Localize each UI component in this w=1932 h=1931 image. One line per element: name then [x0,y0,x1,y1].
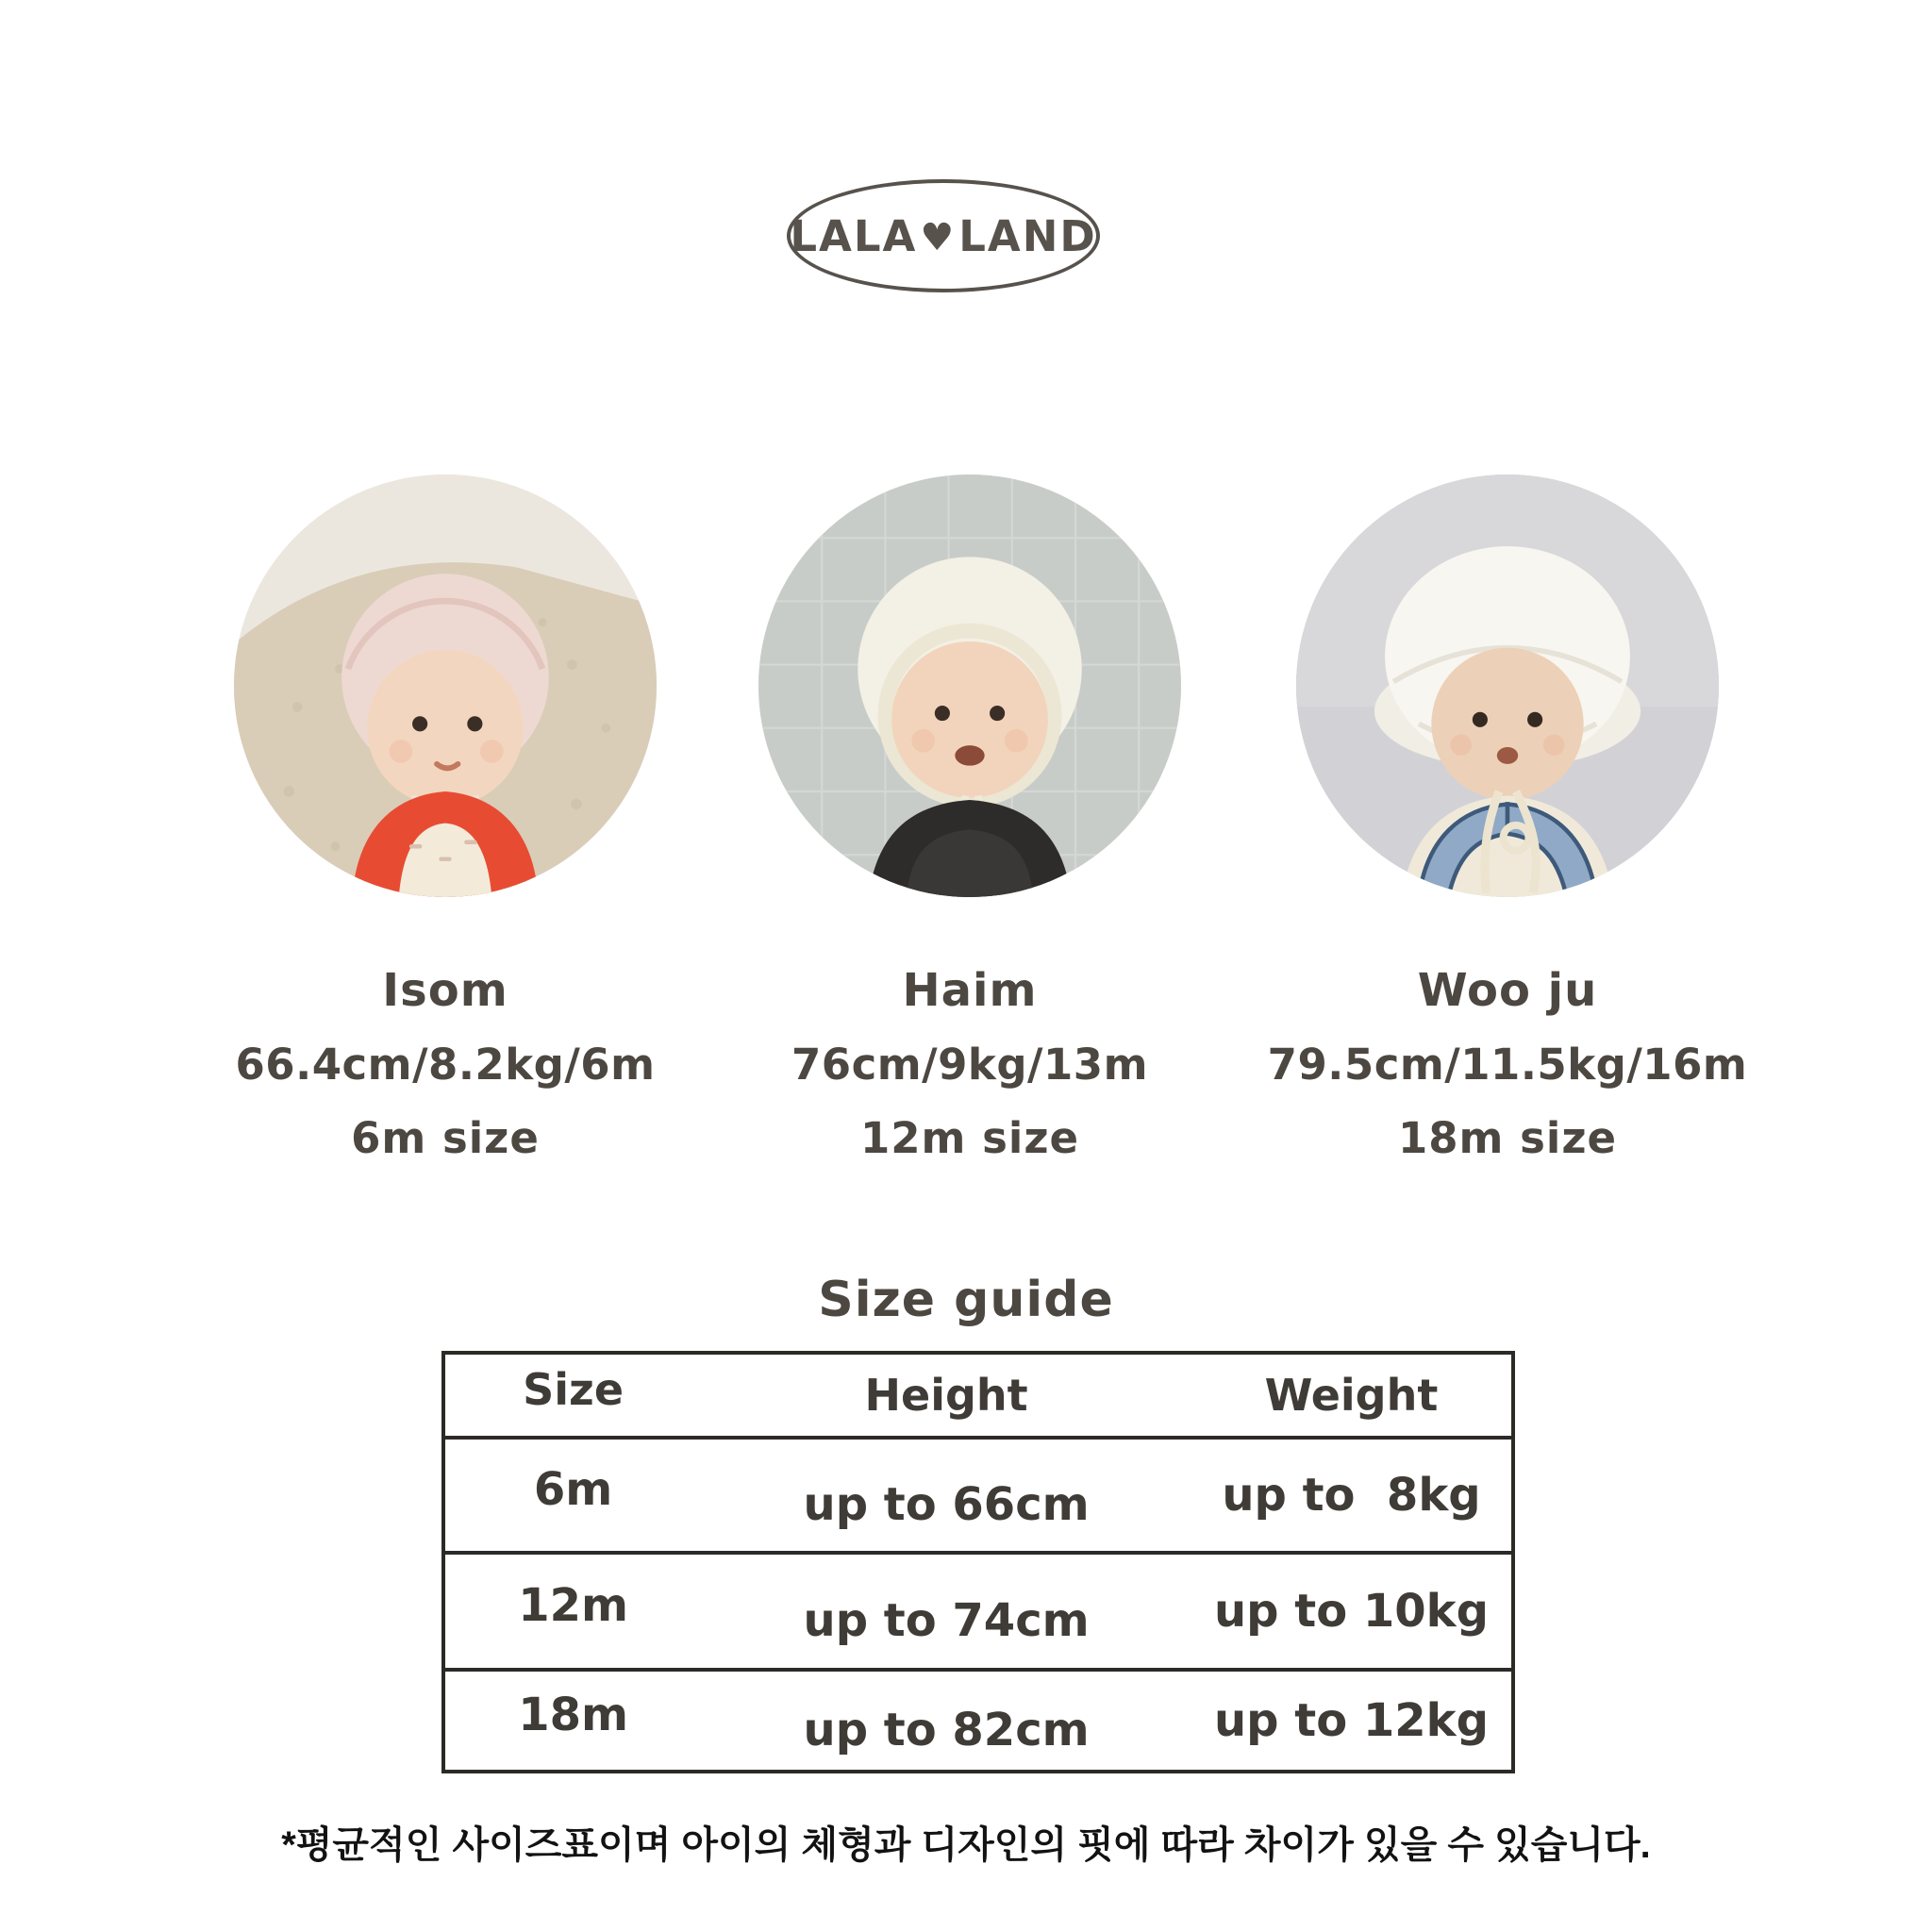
cell-height [701,1440,1191,1551]
cell-height-value: up to 82cm [803,1704,1090,1756]
size-guide-table [441,1351,1515,1773]
cell-weight-value: up to 10kg [1214,1585,1489,1638]
column-header-height [701,1355,1191,1436]
model-size-label: 18m size [1397,1112,1618,1163]
model-name: Haim [902,964,1038,1017]
model-size-label: 6m size [351,1112,540,1163]
model-photo-wooju [1296,474,1719,897]
cell-size [445,1672,701,1770]
baby-pink-bonnet-illustration [234,474,657,897]
cell-height-value: up to 66cm [803,1478,1090,1531]
cell-size-value: 6m [533,1463,613,1516]
table-header-row [445,1355,1511,1436]
cell-weight [1191,1440,1511,1551]
brand-logo-text [790,210,1097,261]
cell-size-value: 12m [518,1579,628,1632]
table-row [445,1551,1511,1668]
size-guide-title: Size guide [818,1272,1114,1328]
model-info-haim [706,954,1234,1174]
cell-size [445,1440,701,1551]
model-size-label: 12m size [859,1112,1080,1163]
model-measurements: 76cm/9kg/13m [791,1039,1149,1090]
logo-text-left: LALA [790,210,918,261]
cell-height-value: up to 74cm [803,1594,1090,1647]
heart-icon: ♥ [920,216,957,259]
logo-text-right: LAND [958,210,1097,261]
column-header-size [445,1355,701,1436]
baby-white-bonnet-illustration [1296,474,1719,897]
model-info-wooju [1243,954,1772,1174]
cell-weight-value: up to 12kg [1214,1694,1489,1747]
model-column-wooju [1243,474,1772,1174]
cell-weight [1191,1555,1511,1668]
model-name: Isom [382,964,508,1017]
table-row [445,1668,1511,1770]
column-header-weight [1191,1355,1511,1436]
cell-weight-value: up to 8kg [1222,1469,1481,1522]
model-measurements: 79.5cm/11.5kg/16m [1267,1039,1748,1090]
model-column-haim [706,474,1234,1174]
model-name: Woo ju [1417,964,1598,1017]
cell-size [445,1555,701,1668]
cell-height [701,1555,1191,1668]
table-row [445,1436,1511,1551]
model-column-isom [181,474,709,1174]
column-header-height-label: Height [864,1370,1028,1421]
size-disclaimer-footnote: *평균적인 사이즈표이며 아이의 체형과 디자인의 핏에 따라 차이가 있을 수 있습니다. [281,1824,1651,1866]
brand-logo [787,179,1100,292]
cell-height [701,1672,1191,1770]
model-measurements: 66.4cm/8.2kg/6m [235,1039,656,1090]
model-photo-haim [758,474,1181,897]
column-header-weight-label: Weight [1264,1370,1439,1421]
column-header-size-label: Size [523,1364,625,1415]
model-info-isom [181,954,709,1174]
model-photo-isom [234,474,657,897]
cell-weight [1191,1672,1511,1770]
cell-size-value: 18m [518,1689,628,1741]
baby-cream-bonnet-illustration [758,474,1181,897]
